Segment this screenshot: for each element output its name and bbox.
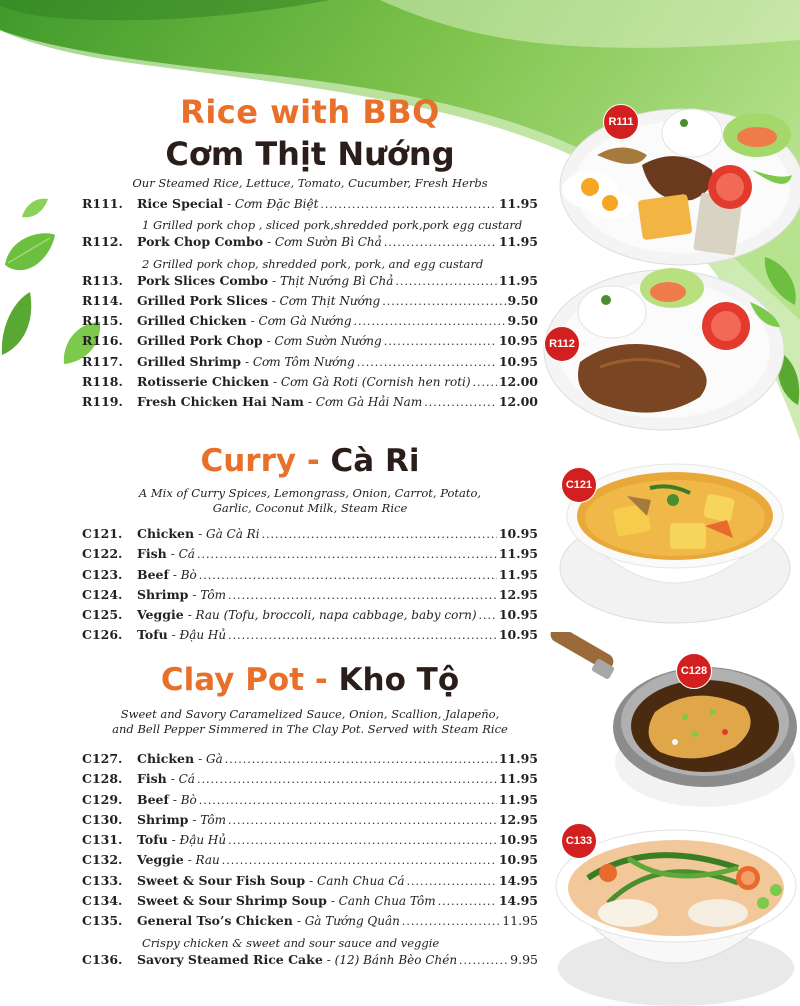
item-vietnamese-name: - Rau (Tofu, broccoli, napa cabbage, baby corn) bbox=[187, 608, 477, 623]
menu-item bbox=[82, 354, 538, 374]
menu-item bbox=[82, 196, 538, 216]
item-price: 10.95 bbox=[498, 526, 538, 541]
item-name: Chicken bbox=[137, 526, 195, 541]
item-name: Grilled Pork Slices bbox=[137, 292, 268, 308]
item-price: 10.95 bbox=[498, 607, 538, 623]
item-price: 12.00 bbox=[498, 394, 538, 410]
item-price: 11.95 bbox=[498, 751, 538, 766]
section-title-curry-en: Curry bbox=[200, 443, 297, 479]
item-code: R119. bbox=[82, 394, 123, 410]
item-code: C123. bbox=[82, 566, 123, 582]
item-name: Veggie bbox=[137, 852, 184, 868]
item-vietnamese-name: - Cơm Thịt Nướng bbox=[271, 293, 381, 308]
basil-leaf-icon bbox=[0, 290, 36, 360]
item-price: 14.95 bbox=[498, 893, 538, 909]
section-title-claypot bbox=[80, 662, 540, 698]
dot-leader bbox=[225, 753, 497, 766]
item-code: C121. bbox=[82, 526, 123, 541]
item-name: Veggie bbox=[137, 607, 184, 623]
item-code: C134. bbox=[82, 893, 123, 909]
dot-leader bbox=[228, 834, 497, 847]
item-note: Crispy chicken & sweet and sour sauce and veggie bbox=[142, 935, 440, 950]
item-vietnamese-name: - Canh Chua Cá bbox=[309, 873, 405, 888]
item-price: 10.95 bbox=[498, 353, 538, 369]
menu-item bbox=[82, 526, 538, 546]
item-price: 12.95 bbox=[498, 811, 538, 827]
item-vietnamese-name: - Cơm Tôm Nướng bbox=[244, 354, 355, 369]
menu-item bbox=[82, 873, 538, 893]
menu-item bbox=[82, 546, 538, 566]
section-title-rice-en: Rice with BBQ bbox=[180, 93, 440, 131]
item-name: Fish bbox=[137, 771, 167, 787]
item-code: C131. bbox=[82, 832, 123, 848]
item-code: C124. bbox=[82, 586, 123, 602]
item-price: 10.95 bbox=[498, 627, 538, 643]
dot-leader bbox=[222, 854, 497, 867]
item-price: 11.95 bbox=[498, 234, 538, 250]
dot-leader bbox=[424, 396, 497, 409]
item-price: 11.95 bbox=[498, 771, 538, 787]
dot-leader bbox=[354, 315, 506, 328]
item-vietnamese-name: - Bò bbox=[172, 792, 197, 807]
title-separator: - bbox=[304, 662, 339, 698]
item-badge: R112 bbox=[544, 326, 580, 362]
menu-item bbox=[82, 812, 538, 832]
item-code: R116. bbox=[82, 333, 123, 349]
description-line: Garlic, Coconut Milk, Steam Rice bbox=[212, 501, 408, 515]
item-price: 10.95 bbox=[498, 832, 538, 848]
item-price: 11.95 bbox=[498, 272, 538, 288]
dot-leader bbox=[228, 629, 497, 642]
item-price: 14.95 bbox=[498, 872, 538, 888]
item-code: C125. bbox=[82, 607, 123, 623]
item-price: 10.95 bbox=[498, 852, 538, 868]
dot-leader bbox=[320, 198, 496, 211]
item-vietnamese-name: - Tôm bbox=[192, 812, 226, 827]
item-code: C128. bbox=[82, 771, 123, 787]
item-name: Tofu bbox=[137, 627, 168, 643]
item-name: Sweet & Sour Fish Soup bbox=[137, 872, 306, 888]
item-badge: C128 bbox=[676, 653, 712, 689]
menu-item bbox=[82, 607, 538, 627]
menu-item bbox=[82, 333, 538, 353]
menu-item bbox=[82, 771, 538, 791]
item-vietnamese-name: - (12) Bánh Bèo Chén bbox=[326, 952, 458, 967]
item-vietnamese-name: - Tôm bbox=[192, 587, 226, 602]
item-code: R112. bbox=[82, 234, 123, 250]
item-price: 9.95 bbox=[510, 951, 538, 967]
dot-leader bbox=[382, 295, 505, 308]
item-name: Pork Chop Combo bbox=[137, 234, 264, 250]
menu-item bbox=[82, 587, 538, 607]
item-name: Rotisserie Chicken bbox=[137, 374, 270, 390]
section-description bbox=[80, 707, 540, 737]
item-price: 11.95 bbox=[498, 791, 538, 807]
rice-plate-special-photo bbox=[552, 95, 800, 270]
basil-leaf-icon bbox=[20, 195, 50, 221]
dot-leader bbox=[228, 814, 497, 827]
item-name: Fish bbox=[137, 546, 167, 562]
item-price: 11.95 bbox=[502, 913, 538, 929]
item-vietnamese-name: - Cơm Gà Hải Nam bbox=[307, 395, 423, 410]
item-price: 11.95 bbox=[498, 566, 538, 582]
item-price: 12.95 bbox=[498, 586, 538, 602]
dot-leader bbox=[357, 356, 497, 369]
description-line: Sweet and Savory Caramelized Sauce, Onion, Scallion, Jalapeño, bbox=[120, 707, 500, 721]
item-name: Savory Steamed Rice Cake bbox=[137, 951, 323, 967]
basil-leaf-icon bbox=[0, 225, 60, 285]
item-price: 10.95 bbox=[498, 333, 538, 349]
item-vietnamese-name: - Rau bbox=[187, 853, 220, 868]
dot-leader bbox=[197, 773, 497, 786]
item-vietnamese-name: - Canh Chua Tôm bbox=[330, 894, 436, 909]
menu-item bbox=[82, 567, 538, 587]
description-line: A Mix of Curry Spices, Lemongrass, Onion, Carrot, Potato, bbox=[138, 486, 482, 500]
menu-item bbox=[82, 273, 538, 293]
item-vietnamese-name: - Thịt Nướng Bì Chả bbox=[272, 273, 394, 288]
item-vietnamese-name: - Đậu Hủ bbox=[171, 833, 227, 848]
menu-item bbox=[82, 792, 538, 812]
item-vietnamese-name: - Gà Cà Ri bbox=[198, 527, 260, 541]
dot-leader bbox=[459, 954, 508, 967]
item-name: Shrimp bbox=[137, 586, 189, 602]
item-code: C136. bbox=[82, 951, 123, 967]
item-name: Beef bbox=[137, 791, 169, 807]
item-vietnamese-name: - Cơm Gà Nướng bbox=[250, 314, 352, 329]
item-price: 11.95 bbox=[498, 196, 538, 211]
menu-item bbox=[82, 313, 538, 333]
item-code: R113. bbox=[82, 272, 123, 288]
item-name: General Tso’s Chicken bbox=[137, 913, 293, 929]
section-description bbox=[80, 486, 540, 516]
item-code: C133. bbox=[82, 872, 123, 888]
section-description: Our Steamed Rice, Lettuce, Tomato, Cucumber, Fresh Herbs bbox=[132, 176, 488, 190]
section-title-curry bbox=[80, 443, 540, 479]
item-vietnamese-name: - Cơm Sườn Nướng bbox=[266, 334, 382, 349]
item-badge: C133 bbox=[561, 823, 597, 859]
section-title-curry-vn: Cà Ri bbox=[330, 443, 420, 479]
item-vietnamese-name: - Đậu Hủ bbox=[171, 628, 227, 643]
item-code: C135. bbox=[82, 913, 123, 929]
item-vietnamese-name: - Gà bbox=[198, 752, 223, 766]
section-title-claypot-en: Clay Pot bbox=[160, 662, 305, 698]
menu-item bbox=[82, 832, 538, 852]
item-code: C129. bbox=[82, 791, 123, 807]
dot-leader bbox=[402, 915, 500, 928]
menu-item bbox=[82, 751, 538, 771]
item-name: Shrimp bbox=[137, 811, 189, 827]
item-price: 9.50 bbox=[507, 292, 538, 308]
item-name: Grilled Shrimp bbox=[137, 353, 241, 369]
dot-leader bbox=[407, 875, 497, 888]
item-name: Beef bbox=[137, 566, 169, 582]
item-code: R114. bbox=[82, 292, 123, 308]
item-code: R118. bbox=[82, 374, 123, 390]
dot-leader bbox=[262, 528, 497, 541]
description-line: and Bell Pepper Simmered in The Clay Pot. Served with Steam Rice bbox=[112, 722, 508, 736]
item-code: C127. bbox=[82, 751, 123, 766]
item-badge: C121 bbox=[561, 467, 597, 503]
dot-leader bbox=[197, 548, 497, 561]
dot-leader bbox=[438, 895, 497, 908]
dot-leader bbox=[384, 335, 497, 348]
menu-item bbox=[82, 913, 538, 933]
title-separator: - bbox=[296, 443, 331, 479]
item-code: C130. bbox=[82, 811, 123, 827]
item-name: Chicken bbox=[137, 751, 195, 766]
dot-leader bbox=[395, 275, 496, 288]
item-code: R111. bbox=[82, 196, 123, 211]
menu-item bbox=[82, 952, 538, 972]
menu-item bbox=[82, 374, 538, 394]
dot-leader bbox=[199, 794, 497, 807]
dot-leader bbox=[384, 236, 497, 249]
item-vietnamese-name: - Cá bbox=[170, 547, 195, 562]
item-vietnamese-name: - Cơm Đặc Biệt bbox=[226, 197, 319, 211]
item-name: Sweet & Sour Shrimp Soup bbox=[137, 893, 327, 909]
menu-list-rice bbox=[82, 196, 538, 415]
dot-leader bbox=[473, 376, 497, 389]
item-price: 11.95 bbox=[498, 546, 538, 562]
menu-list-curry bbox=[82, 526, 538, 648]
section-title-rice-vn: Cơm Thịt Nướng bbox=[165, 135, 455, 173]
item-code: C132. bbox=[82, 852, 123, 868]
item-note: 2 Grilled pork chop, shredded pork, pork, and egg custard bbox=[142, 256, 484, 271]
menu-item bbox=[82, 234, 538, 254]
item-name: Fresh Chicken Hai Nam bbox=[137, 394, 304, 410]
menu-list-claypot bbox=[82, 751, 538, 972]
item-price: 12.00 bbox=[498, 374, 538, 390]
menu-item bbox=[82, 293, 538, 313]
item-vietnamese-name: - Cơm Gà Roti (Cornish hen roti) bbox=[273, 375, 471, 390]
clay-pot-photo bbox=[545, 632, 800, 812]
item-vietnamese-name: - Cá bbox=[170, 772, 195, 787]
menu-item bbox=[82, 394, 538, 414]
item-code: C126. bbox=[82, 627, 123, 643]
item-vietnamese-name: - Gà Tướng Quân bbox=[296, 914, 400, 929]
section-title-claypot-vn: Kho Tộ bbox=[338, 662, 460, 698]
item-name: Grilled Pork Chop bbox=[137, 333, 263, 349]
item-code: R117. bbox=[82, 353, 123, 369]
menu-item bbox=[82, 893, 538, 913]
item-price: 9.50 bbox=[507, 313, 538, 329]
item-note: 1 Grilled pork chop , sliced pork,shredded pork,pork egg custard bbox=[142, 218, 523, 233]
dot-leader bbox=[199, 569, 497, 582]
item-vietnamese-name: - Cơm Sườn Bì Chả bbox=[267, 235, 382, 250]
menu-item bbox=[82, 852, 538, 872]
item-code: C122. bbox=[82, 546, 123, 562]
dot-leader bbox=[479, 609, 497, 622]
menu-item bbox=[82, 627, 538, 647]
item-badge: R111 bbox=[603, 104, 639, 140]
item-name: Tofu bbox=[137, 832, 168, 848]
item-name: Pork Slices Combo bbox=[137, 272, 269, 288]
item-name: Rice Special bbox=[137, 196, 223, 211]
item-code: R115. bbox=[82, 313, 123, 329]
item-name: Grilled Chicken bbox=[137, 313, 247, 329]
item-vietnamese-name: - Bò bbox=[172, 567, 197, 582]
dot-leader bbox=[228, 589, 497, 602]
